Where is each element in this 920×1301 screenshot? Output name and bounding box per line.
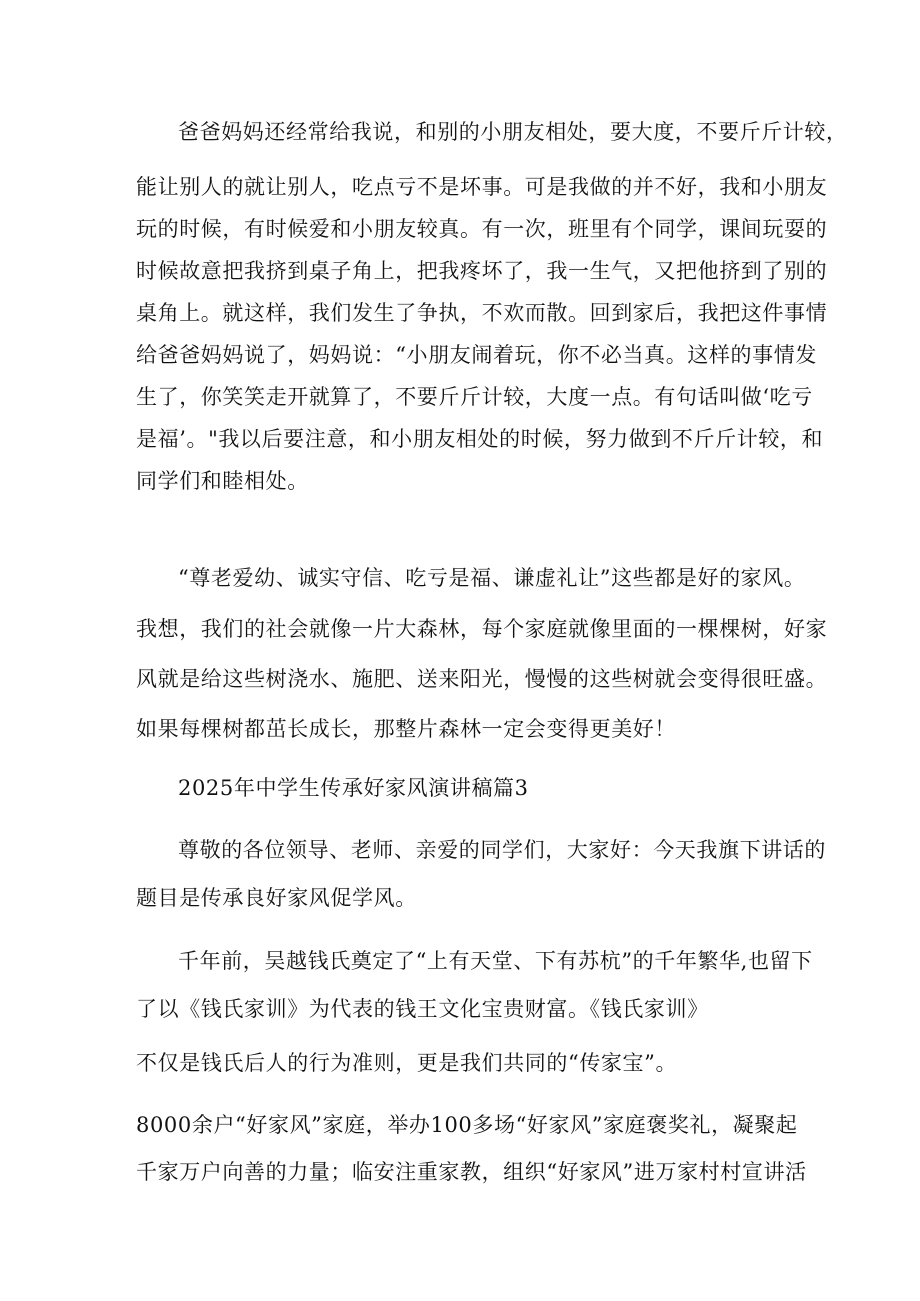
paragraph-2-line-4: 如果每棵树都茁长成长，那整片森林一定会变得更美好！ (136, 717, 676, 741)
paragraph-1-line-3: 玩的时候，有时候爱和小朋友较真。有一次，班里有个同学，课间玩耍的 (136, 217, 828, 241)
paragraph-1-line-6: 给爸爸妈妈说了，妈妈说：“小朋友闹着玩，你不必当真。这样的事情发 (136, 343, 817, 367)
paragraph-1-line-7: 生了，你笑笑走开就算了，不要斤斤计较，大度一点。有句话叫做‘吃亏 (136, 385, 813, 409)
paragraph-4-line-1: 千年前，吴越钱氏奠定了“上有天堂、下有苏杭”的千年繁华,也留下 (178, 949, 813, 973)
paragraph-1-line-5: 桌角上。就这样，我们发生了争执，不欢而散。回到家后，我把这件事情 (136, 301, 828, 325)
paragraph-1-line-4: 时候故意把我挤到桌子角上，把我疼坏了，我一生气，又把他挤到了别的 (136, 259, 828, 283)
paragraph-5-line-1: 8000余户“好家风”家庭，举办100多场“好家风”家庭褒奖礼，凝聚起 (136, 1113, 798, 1137)
paragraph-3-line-1: 尊敬的各位领导、老师、亲爱的同学们，大家好：今天我旗下讲话的 (178, 838, 826, 862)
paragraph-3-line-2: 题目是传承良好家风促学风。 (136, 886, 417, 910)
paragraph-2-line-3: 风就是给这些树浇水、施肥、送来阳光，慢慢的这些树就会变得很旺盛。 (136, 667, 828, 691)
paragraph-1-line-9: 同学们和睦相处。 (136, 469, 309, 493)
section-heading: 2025年中学生传承好家风演讲稿篇3 (178, 776, 529, 800)
paragraph-1-line-8: 是福’。"我以后要注意，和小朋友相处的时候，努力做到不斤斤计较，和 (136, 427, 824, 451)
paragraph-2-line-1: “尊老爱幼、诚实守信、吃亏是福、谦虚礼让”这些都是好的家风。 (178, 566, 806, 590)
paragraph-4-line-3: 不仅是钱氏后人的行为准则，更是我们共同的“传家宝”。 (136, 1051, 678, 1075)
paragraph-1-line-1: 爸爸妈妈还经常给我说，和别的小朋友相处，要大度，不要斤斤计较， (178, 120, 848, 144)
paragraph-2-line-2: 我想，我们的社会就像一片大森林，每个家庭就像里面的一棵棵树，好家 (136, 617, 828, 641)
paragraph-5-line-2: 千家万户向善的力量；临安注重家教，组织“好家风”进万家村村宣讲活 (136, 1160, 807, 1184)
paragraph-1-line-2: 能让别人的就让别人，吃点亏不是坏事。可是我做的并不好，我和小朋友 (136, 175, 828, 199)
paragraph-4-line-2: 了以《钱氏家训》为代表的钱王文化宝贵财富。《钱氏家训》 (136, 997, 709, 1021)
